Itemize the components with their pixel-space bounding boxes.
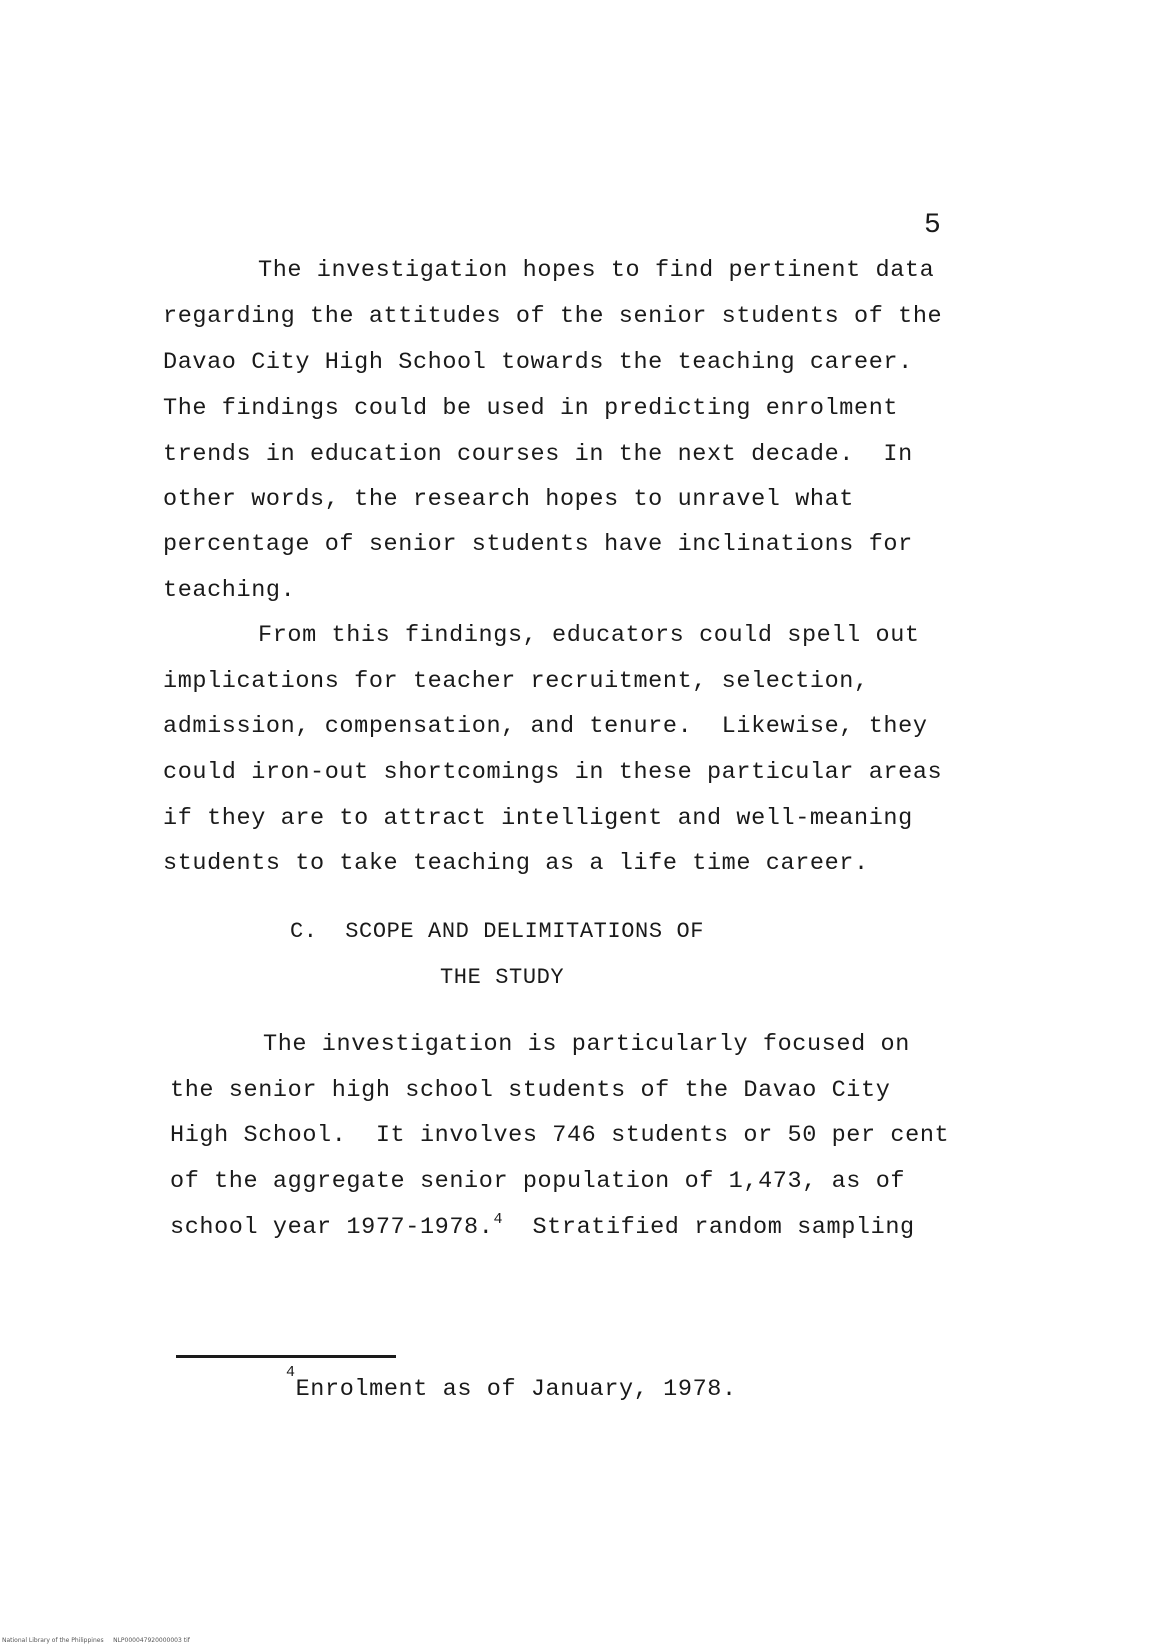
text-line: regarding the attitudes of the senior students of the [163,303,943,330]
text-line: of the aggregate senior population of 1,473, as of [170,1168,906,1195]
scan-footer: National Library of the Philippines NLP000047920000003 tif [2,1637,190,1644]
text-line: implications for teacher recruitment, selection, [163,668,869,695]
section-heading-line-1: C. SCOPE AND DELIMITATIONS OF [290,919,705,944]
text-line: The investigation is particularly focused on [263,1031,910,1058]
text-line: students to take teaching as a life time career. [163,850,869,877]
page-number: 5 [924,210,942,241]
footnote-mark: 4 [286,1364,296,1381]
text-line: The investigation hopes to find pertinent data [258,257,935,284]
footnote-text: Enrolment as of January, 1978. [295,1375,737,1403]
text-line: Davao City High School towards the teaching career. [163,349,913,376]
text-line: if they are to attract intelligent and well-meaning [163,805,913,832]
text-line: teaching. [163,577,296,604]
text-line [170,1211,915,1241]
text-line: The findings could be used in predicting enrolment [163,395,899,422]
text-segment: school year 1977-1978. [170,1214,494,1241]
text-line: High School. It involves 746 students or 50 per cent [170,1122,950,1149]
text-line: trends in education courses in the next decade. In [163,441,913,468]
text-line: admission, compensation, and tenure. Likewise, they [163,713,928,740]
footnote-reference: 4 [493,1211,504,1228]
text-line: other words, the research hopes to unravel what [163,486,855,513]
footnote [286,1364,737,1403]
footnote-separator [176,1355,396,1358]
text-line: percentage of senior students have inclinations for [163,531,913,558]
text-line: could iron-out shortcomings in these particular areas [163,759,943,786]
section-heading-line-2: THE STUDY [440,965,565,990]
text-line: From this findings, educators could spell out [258,622,920,649]
text-line: the senior high school students of the Davao City [170,1077,891,1104]
text-segment: Stratified random sampling [503,1214,915,1241]
